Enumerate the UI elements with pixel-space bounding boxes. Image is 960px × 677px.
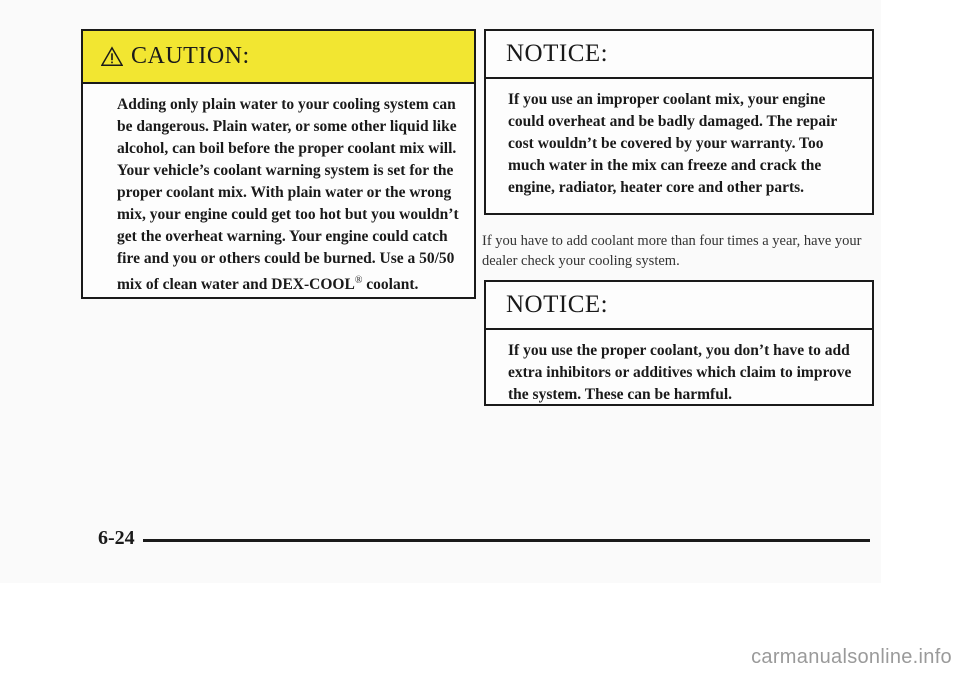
registered-mark: ® — [354, 275, 363, 286]
watermark: carmanualsonline.info — [751, 646, 952, 668]
warning-triangle-icon — [101, 46, 123, 68]
notice-body: If you use the proper coolant, you don’t have to add extra inhibitors or additives which claim to improve the system. These can be harmful. — [508, 342, 852, 403]
caution-text: Adding only plain water to your cooling system can be dangerous. Plain water, or some other liquid like alcohol, can boil before the proper coolant mix will. Your vehicle’s coolant warning system is set for the proper coolant mix. With plain water or the wrong mix, your engine could get too hot but you wouldn’t get the overheat warning. Your engine could catch fire and you or others could be burned. Use a 50/50 mix of clean water and DEX-COOL — [117, 96, 459, 294]
caution-body — [83, 84, 474, 296]
footer-rule — [143, 539, 870, 542]
caution-header — [83, 31, 474, 84]
notice-box-inhibitors — [484, 280, 874, 406]
caution-text-end: coolant. — [362, 276, 419, 294]
caution-title: CAUTION: — [131, 43, 250, 69]
caution-box — [81, 29, 476, 299]
notice-body: If you use an improper coolant mix, your engine could overheat and be badly damaged. The repair cost wouldn’t be covered by your warranty. Too much water in the mix can freeze and crack the engine, radiator, heater core and other parts. — [508, 91, 837, 196]
body-paragraph: If you have to add coolant more than four times a year, have your dealer check your cooling system. — [482, 233, 862, 269]
notice-header — [486, 282, 872, 330]
notice-box-coolant-mix — [484, 29, 874, 215]
notice-title: NOTICE: — [506, 291, 609, 318]
notice-header — [486, 31, 872, 79]
page-footer — [98, 525, 870, 551]
page-number: 6-24 — [98, 526, 135, 549]
notice-title: NOTICE: — [506, 40, 609, 67]
